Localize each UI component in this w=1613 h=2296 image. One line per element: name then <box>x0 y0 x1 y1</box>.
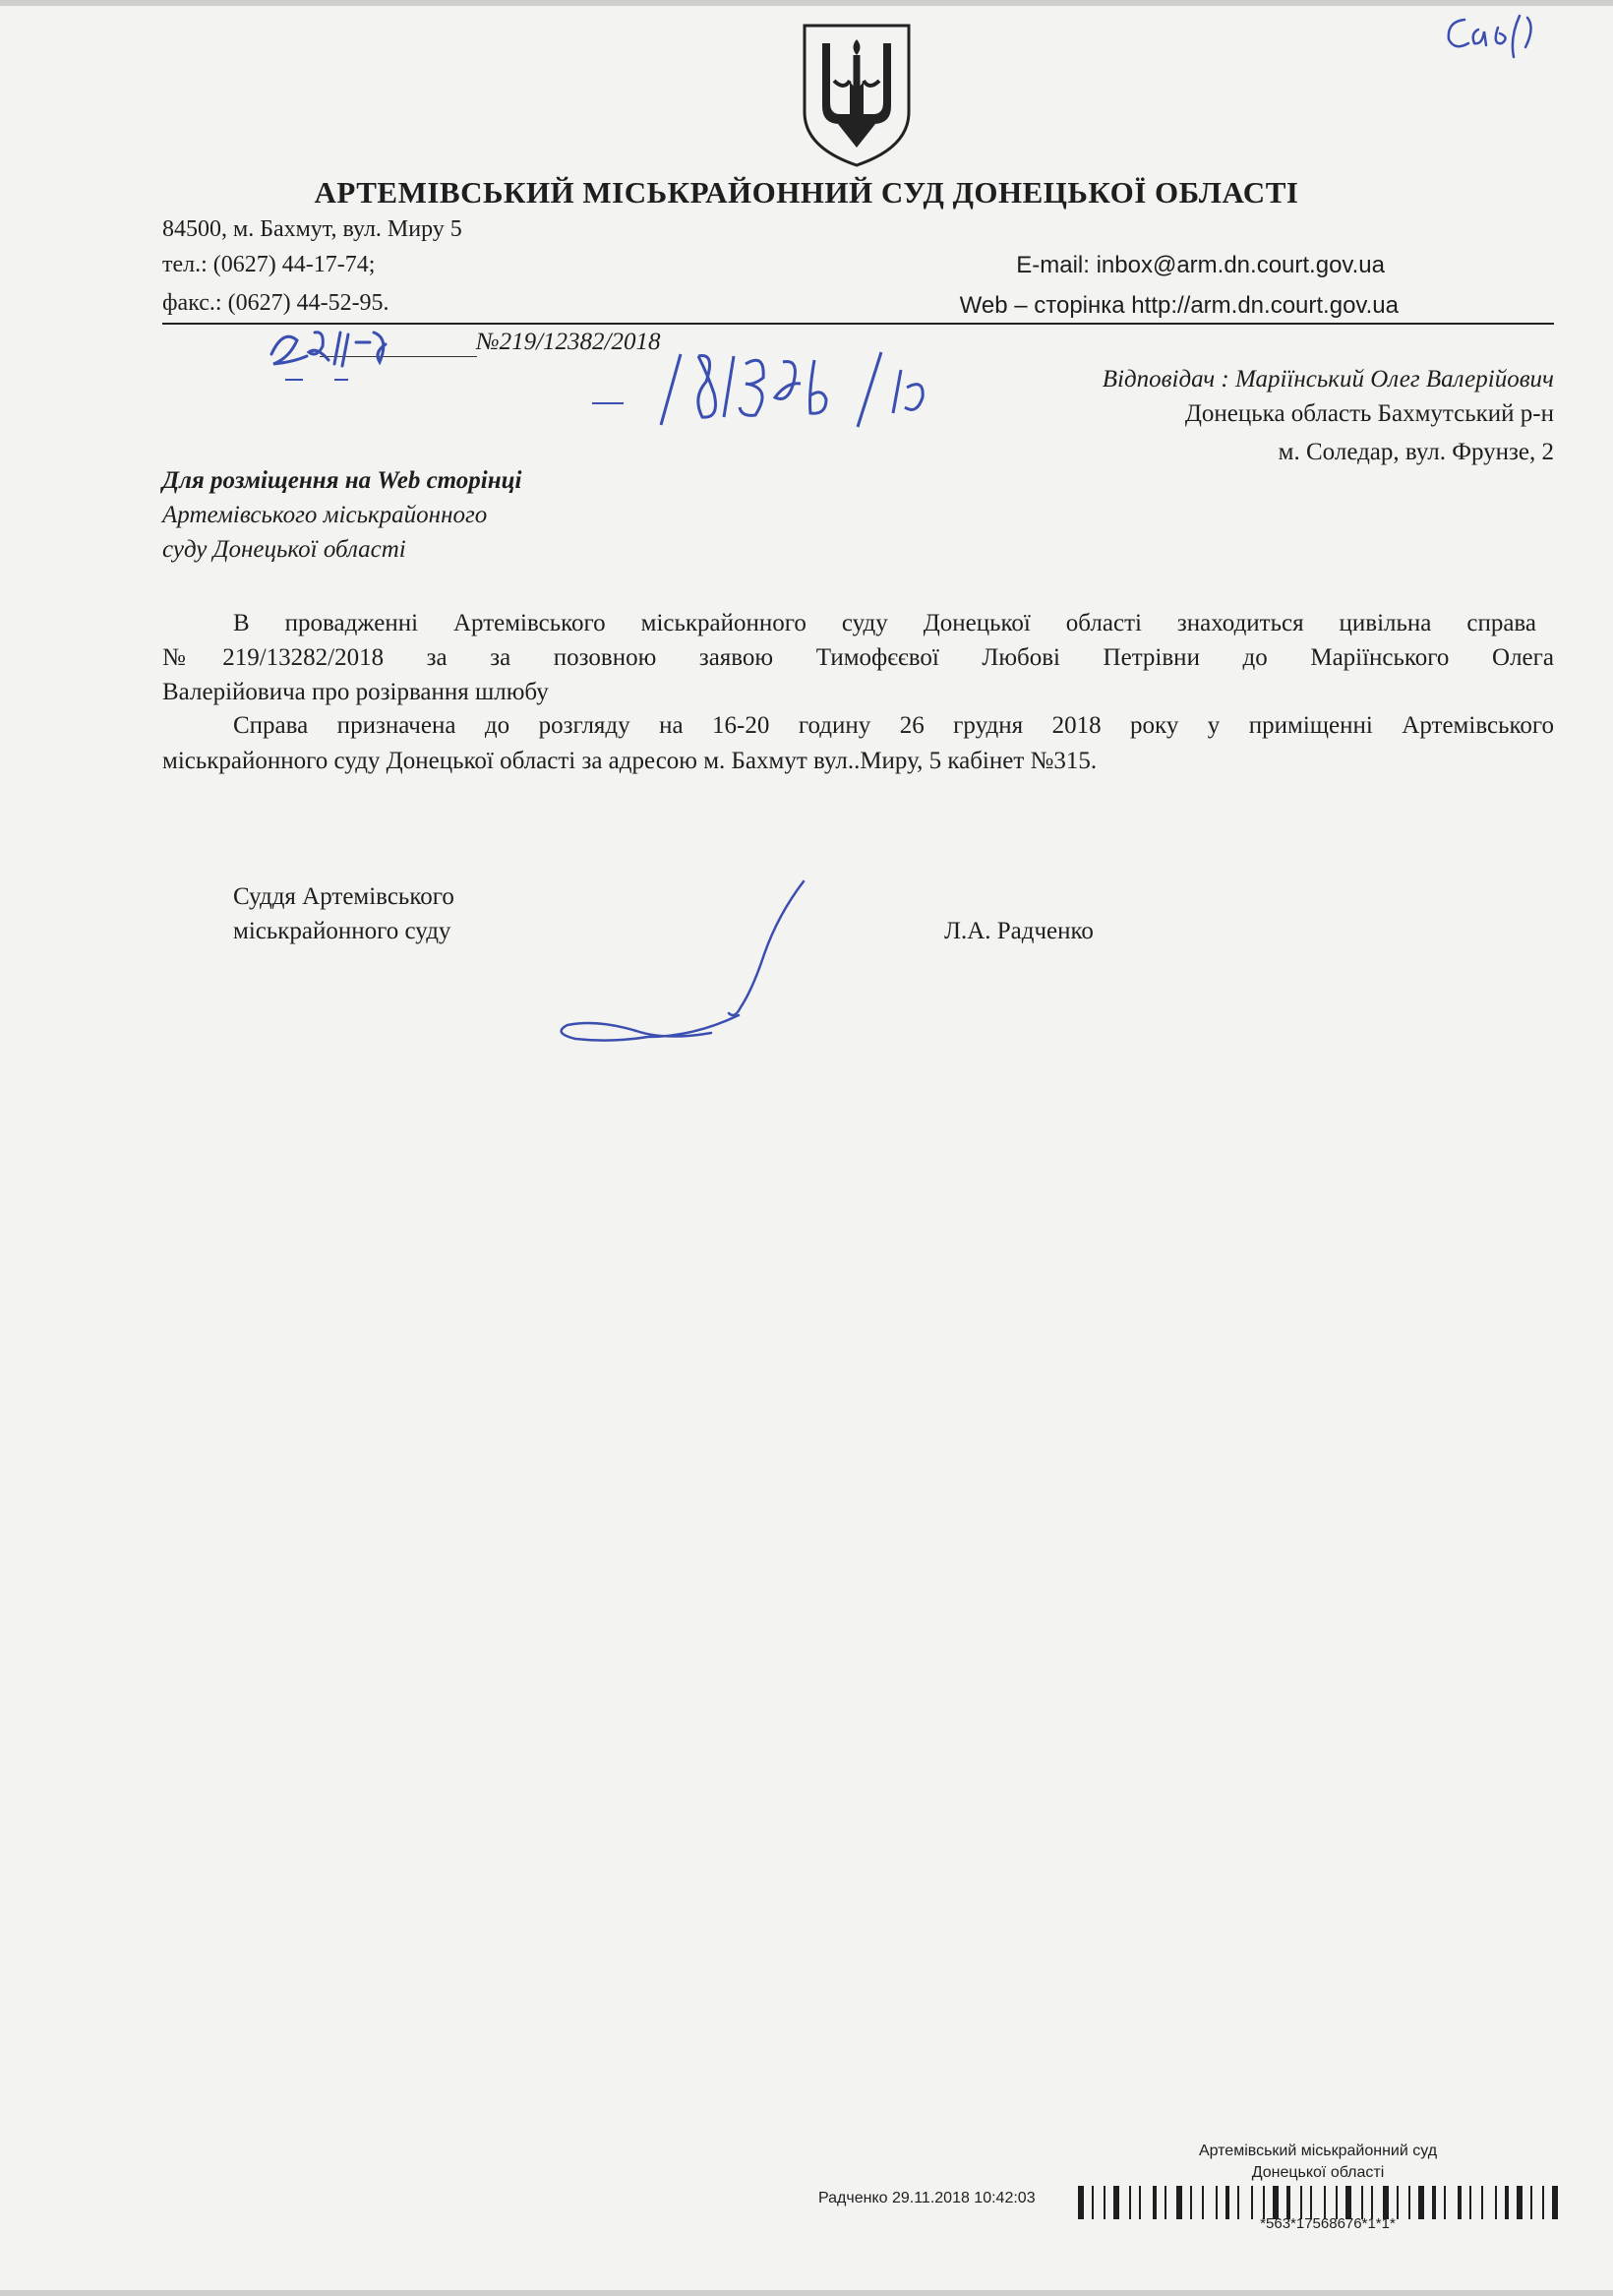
scan-bottom-edge <box>0 2290 1613 2296</box>
body-paragraph-1-line-1: В провадженні Артемівського міськрайонного суду Донецької області знаходиться цивільна справа <box>233 610 1536 636</box>
registry-stamp-court: Артемівський міськрайонний суд <box>1198 2143 1438 2159</box>
handwritten-corner-note <box>1441 8 1569 62</box>
coat-of-arms-icon <box>799 22 915 169</box>
respondent-region: Донецька область Бахмутський р-н <box>1184 400 1554 427</box>
court-title: АРТЕМІВСЬКИЙ МІСЬКРАЙОННИЙ СУД ДОНЕЦЬКОЇ ОБЛАСТІ <box>314 175 1299 210</box>
body-paragraph-2-line-1: Справа призначена до розгляду на 16-20 годину 26 грудня 2018 року у приміщенні Артемівського <box>233 712 1554 739</box>
registry-stamp-region: Донецької області <box>1251 2164 1385 2181</box>
handwritten-date <box>264 323 470 392</box>
court-website: Web – сторінка http://arm.dn.court.gov.ua <box>959 292 1399 319</box>
barcode-number: *563*17568676*1*1* <box>1260 2215 1396 2232</box>
web-placement-title: Для розміщення на Web сторінці <box>162 467 522 494</box>
body-paragraph-1-line-3: Валерійовича про розірвання шлюбу <box>162 679 549 705</box>
respondent-address: м. Соледар, вул. Фрунзе, 2 <box>1278 439 1554 465</box>
respondent-name: Відповідач : Маріїнський Олег Валерійович <box>1102 366 1554 393</box>
barcode <box>1078 2186 1560 2219</box>
body-paragraph-2-line-2: міськрайонного суду Донецької області за адресою м. Бахмут вул..Миру, 5 кабінет №315. <box>162 748 1098 774</box>
court-phone: тел.: (0627) 44-17-74; <box>162 252 376 277</box>
registry-stamp-datetime: Радченко 29.11.2018 10:42:03 <box>818 2190 1036 2206</box>
web-placement-line-1: Артемівського міськрайонного <box>162 502 488 528</box>
court-fax: факс.: (0627) 44-52-95. <box>162 290 389 316</box>
judge-title-line-2: міськрайонного суду <box>233 918 451 944</box>
court-address: 84500, м. Бахмут, вул. Миру 5 <box>162 216 462 242</box>
judge-signature <box>546 876 821 1062</box>
web-placement-line-2: суду Донецької області <box>162 536 406 563</box>
reference-number: №219/12382/2018 <box>476 329 661 355</box>
court-email: E-mail: inbox@arm.dn.court.gov.ua <box>1016 252 1385 278</box>
judge-name: Л.А. Радченко <box>944 918 1094 944</box>
handwritten-registration-number <box>590 334 984 433</box>
body-paragraph-1-line-2: №219/13282/2018 за за позовною заявою Тимофєєвої Любові Петрівни до Маріїнського Олега <box>162 644 1554 671</box>
judge-title-line-1: Суддя Артемівського <box>233 883 454 910</box>
scan-top-edge <box>0 0 1613 6</box>
